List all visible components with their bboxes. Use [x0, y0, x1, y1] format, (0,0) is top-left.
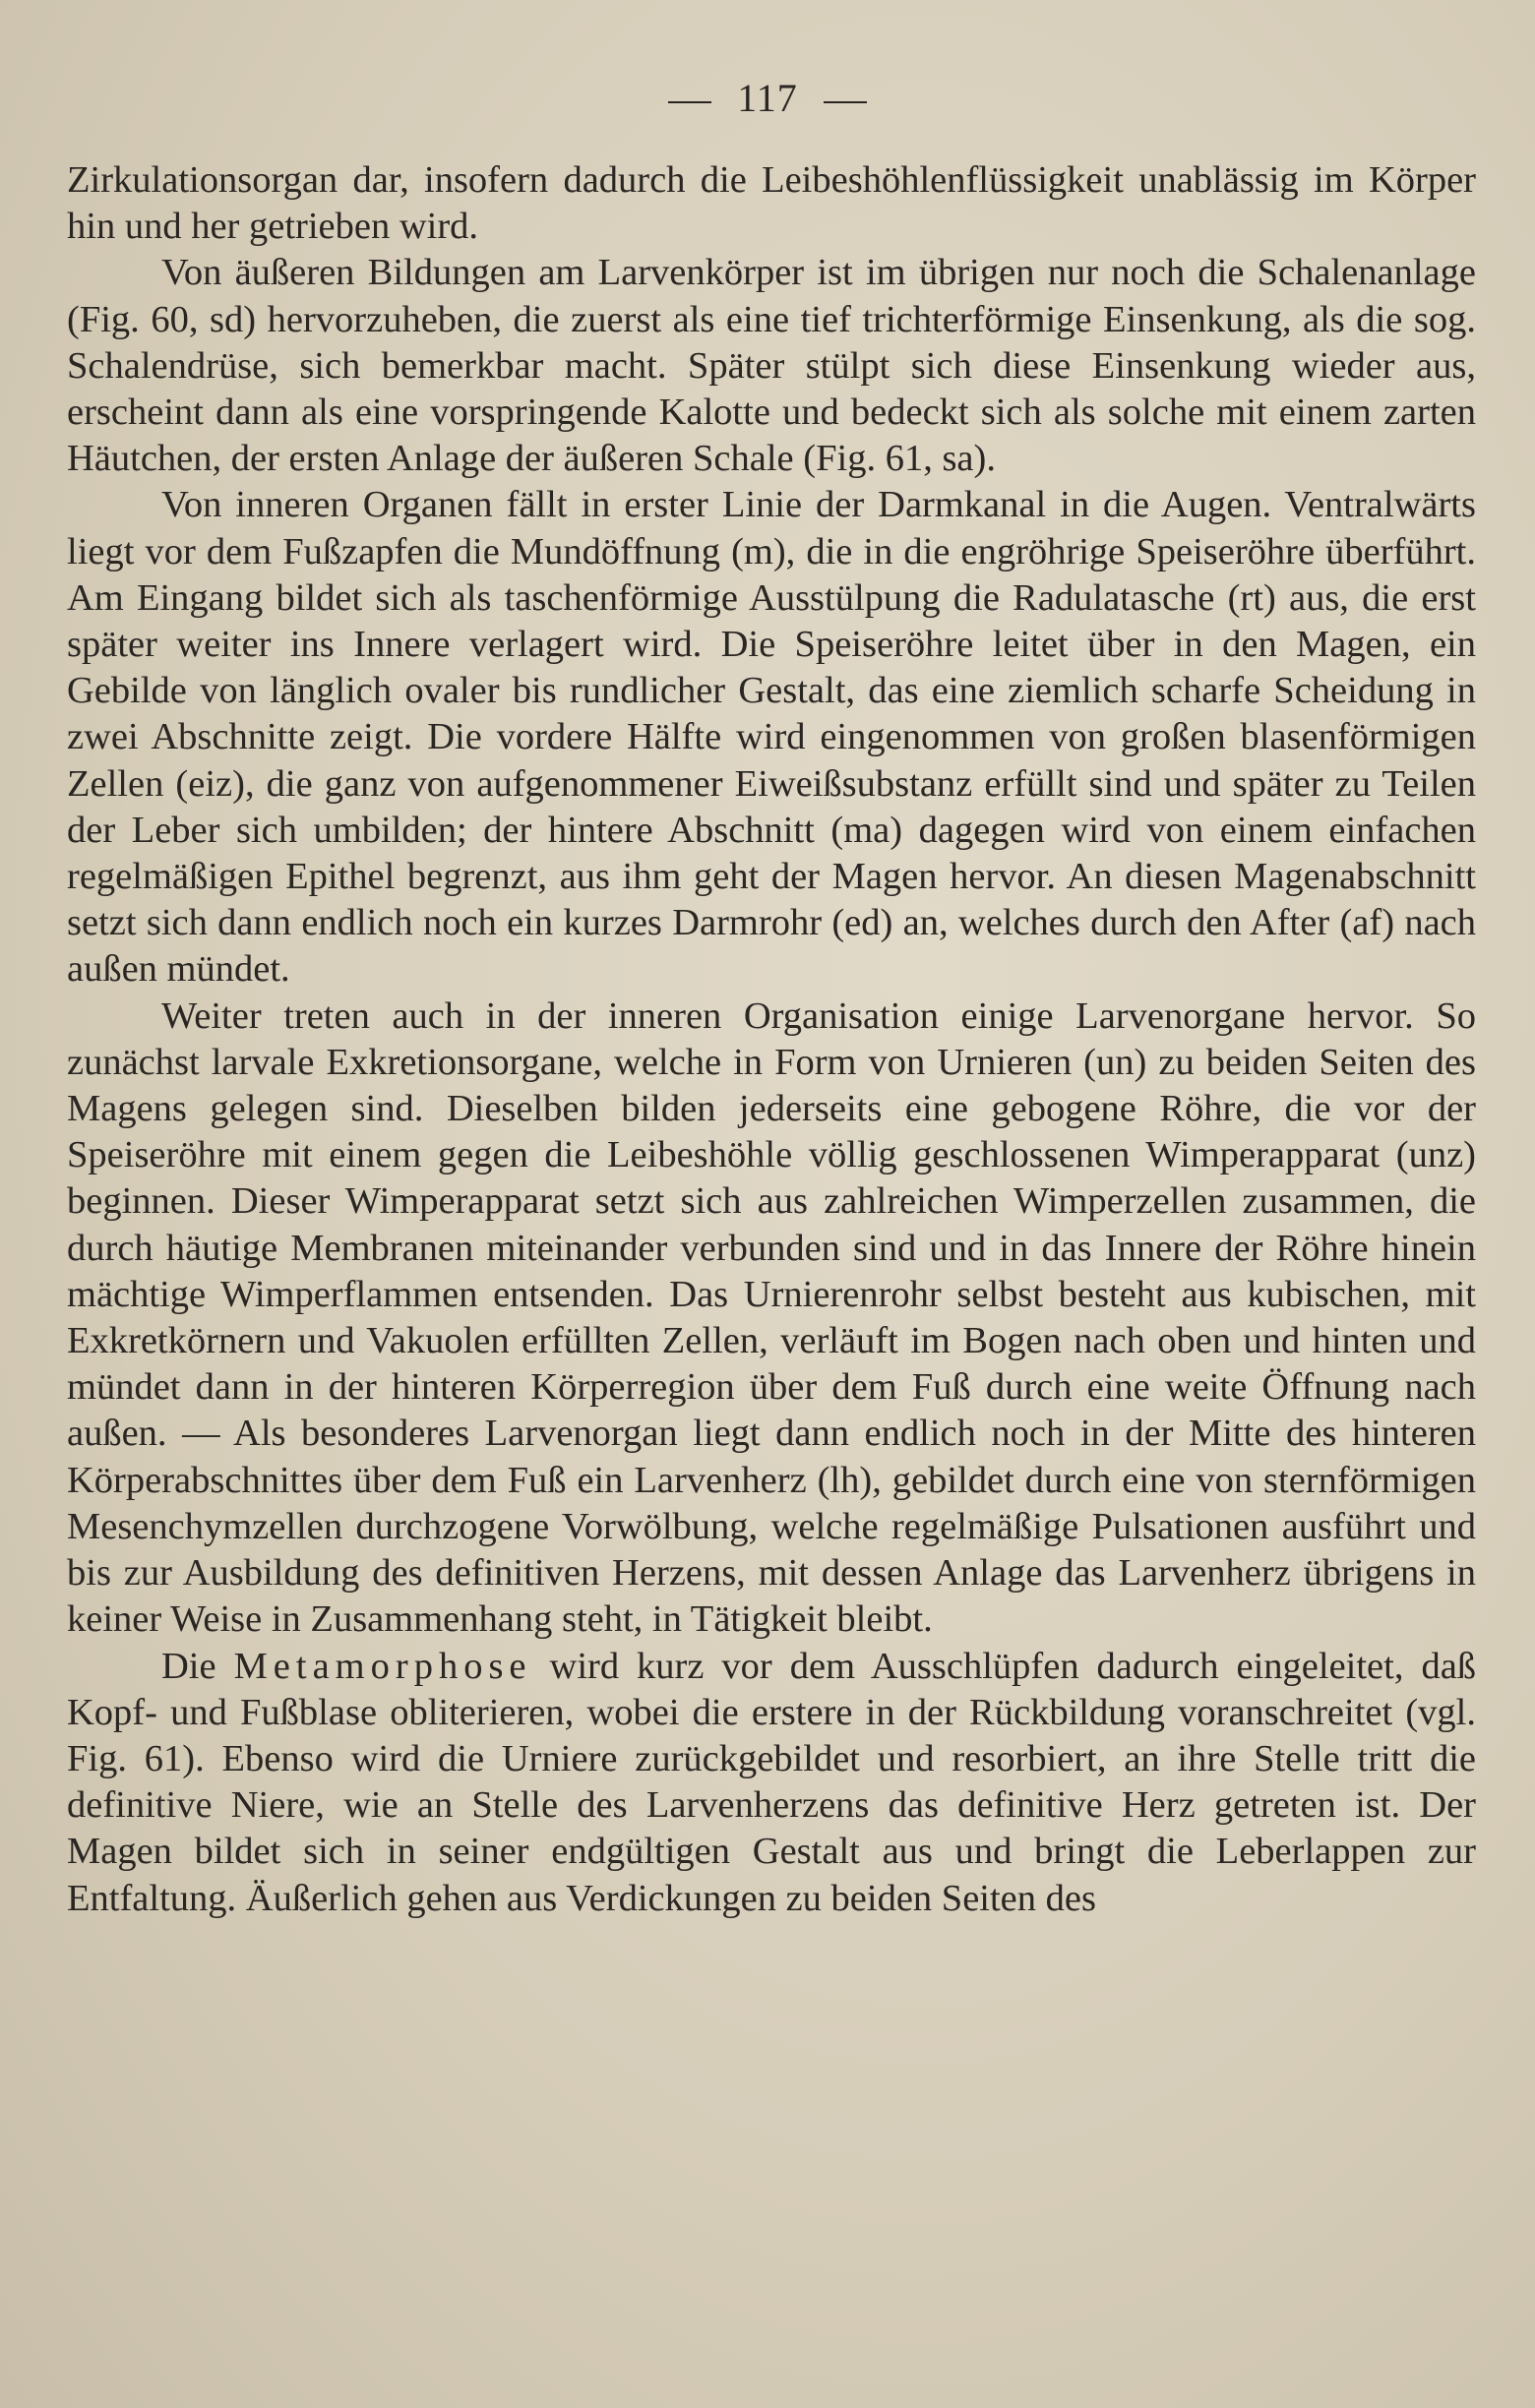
paragraph-5 — [67, 1644, 1476, 1922]
header-dash-left — [668, 101, 711, 103]
body-text — [67, 157, 1476, 1922]
paragraph-5-spaced-term: Metamorphose — [233, 1645, 532, 1687]
page-number: 117 — [737, 76, 798, 120]
paragraph-5-lead: Die — [161, 1645, 216, 1687]
paragraph-2: Von äußeren Bildungen am Larvenkörper ist im übrigen nur noch die Schalenanlage (Fig. 60, sd) hervorzuheben, die zuerst als eine tief trichterförmige Einsenkung, als die sog. Schalendrüse, sich bemerkbar macht. Später stülpt sich diese Einsenkung wieder aus, erscheint dann als eine vorspringende Kalotte und bedeckt sich als solche mit einem zarten Häutchen, der ersten Anlage der äußeren Schale (Fig. 61, sa). — [67, 252, 1476, 480]
header-dash-right — [824, 101, 867, 103]
paragraph-3: Von inneren Organen fällt in erster Linie der Darmkanal in die Augen. Ventralwärts liegt vor dem Fußzapfen die Mundöffnung (m), die in die engröhrige Speiseröhre überführt. Am Eingang bildet sich als taschenförmige Ausstülpung die Radulatasche (rt) aus, die erst später weiter ins Innere verlagert wird. Die Speiseröhre leitet über in den Magen, ein Gebilde von länglich ovaler bis rundlicher Gestalt, das eine ziemlich scharfe Scheidung in zwei Abschnitte zeigt. Die vordere Hälfte wird eingenommen von großen blasenförmigen Zellen (eiz), die ganz von aufgenommener Eiweißsubstanz erfüllt sind und später zu Teilen der Leber sich umbilden; der hintere Abschnitt (ma) dagegen wird von einem einfachen regelmäßigen Epithel begrenzt, aus ihm geht der Magen hervor. An diesen Magenabschnitt setzt sich dann endlich noch ein kurzes Darmrohr (ed) an, welches durch den After (af) nach außen mündet. — [67, 484, 1476, 991]
paragraph-4: Weiter treten auch in der inneren Organisation einige Larvenorgane hervor. So zunächst larvale Exkretionsorgane, welche in Form von Urnieren (un) zu beiden Seiten des Magens gelegen sind. Dieselben bilden jederseits eine gebogene Röhre, die vor der Speiseröhre mit einem gegen die Leibeshöhle völlig geschlossenen Wimperapparat (unz) beginnen. Dieser Wimperapparat setzt sich aus zahlreichen Wimperzellen zusammen, die durch häutige Membranen miteinander verbunden sind und in das Innere der Röhre hinein mächtige Wimperflammen entsenden. Das Urnierenrohr selbst besteht aus kubischen, mit Exkretkörnern und Vakuolen erfüllten Zellen, verläuft im Bogen nach oben und hinten und mündet dann in der hinteren Körperregion über dem Fuß durch eine weite Öffnung nach außen. — Als besonderes Larvenorgan liegt dann endlich noch in der Mitte des hinteren Körperabschnittes über dem Fuß ein Larvenherz (lh), gebildet durch eine von sternförmigen Mesenchymzellen durchzogene Vorwölbung, welche regelmäßige Pulsationen ausführt und bis zur Ausbildung des definitiven Herzens, mit dessen Anlage das Larvenherz übrigens in keiner Weise in Zusammenhang steht, in Tätigkeit bleibt. — [67, 994, 1476, 1641]
paragraph-1: Zirkulationsorgan dar, insofern dadurch die Leibeshöhlenflüssigkeit unablässig im Körper hin und her getrieben wird. — [67, 159, 1476, 248]
page-header — [0, 75, 1535, 121]
paragraph-5-text: wird kurz vor dem Ausschlüpfen dadurch eingeleitet, daß Kopf- und Fußblase obliterieren, wobei die erstere in der Rückbildung voranschreitet (vgl. Fig. 61). Ebenso wird die Urniere zurückgebildet und resorbiert, an ihre Stelle tritt die definitive Niere, wie an Stelle des Larvenherzens das definitive Herz getreten ist. Der Magen bildet sich in seiner endgültigen Gestalt aus und bringt die Leberlappen zur Entfaltung. Äußerlich gehen aus Verdickungen zu beiden Seiten des — [67, 1645, 1477, 1919]
